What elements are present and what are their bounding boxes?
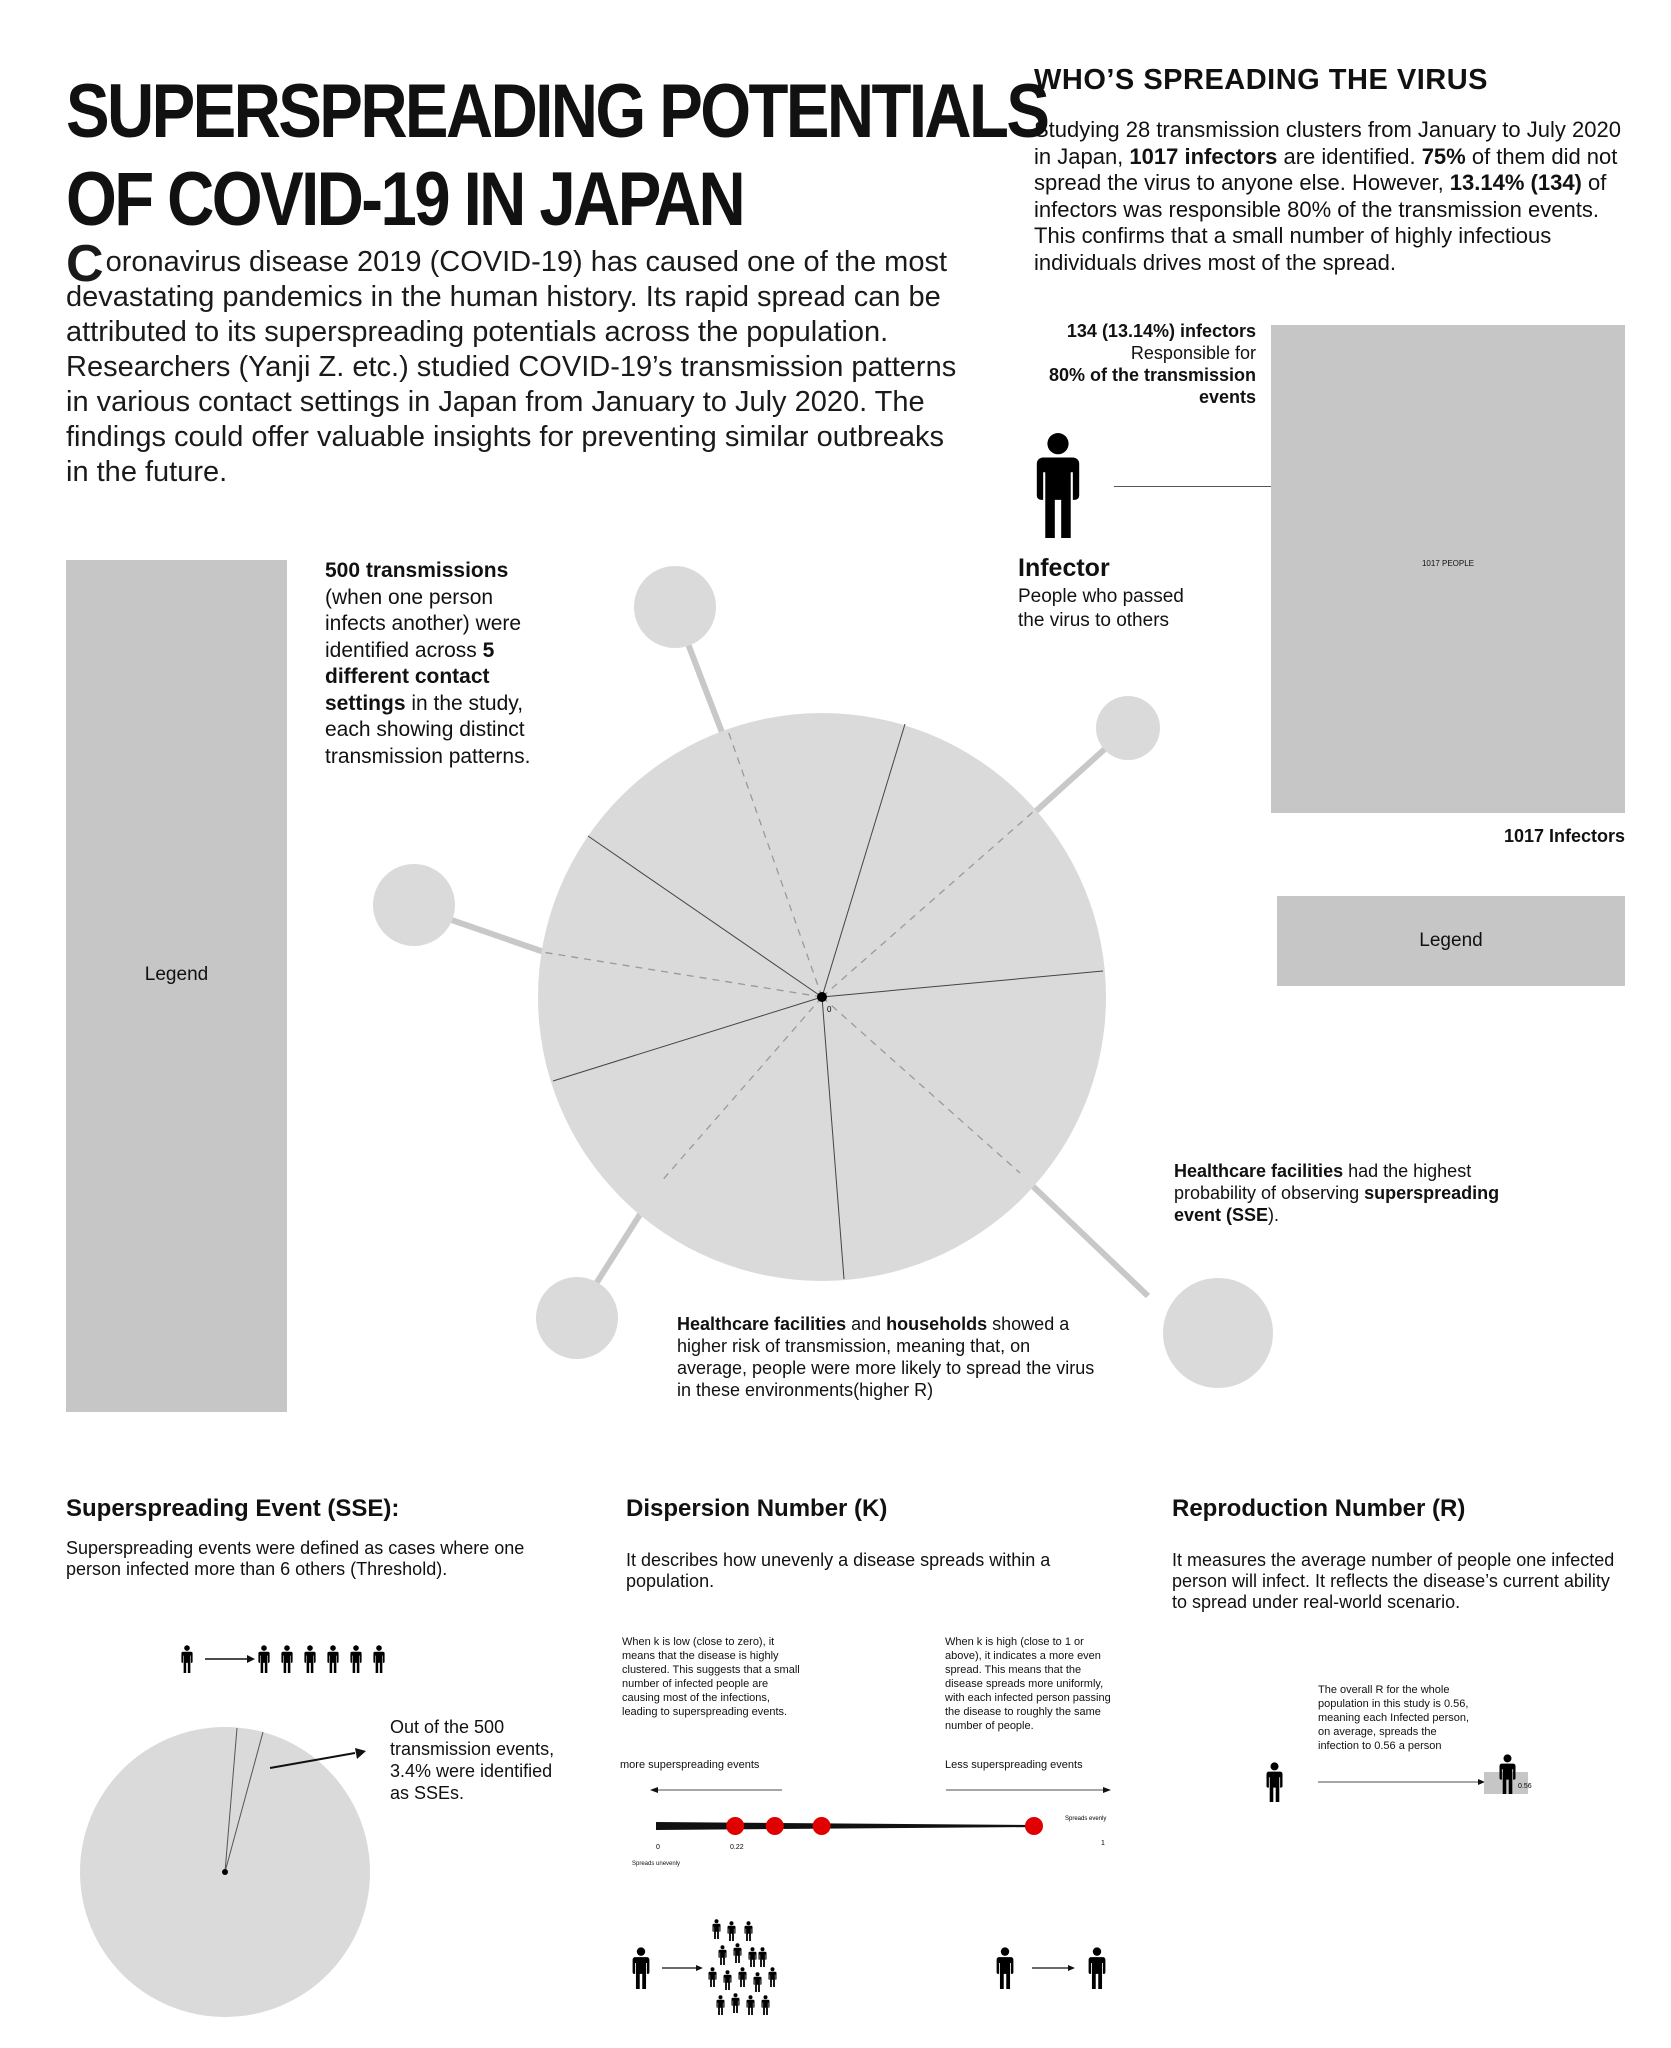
hh-bold-2: households bbox=[886, 1314, 988, 1334]
title-line-2: OF COVID-19 IN JAPAN bbox=[66, 157, 744, 242]
hc-text-2: ). bbox=[1268, 1205, 1280, 1225]
who-text-1: Studying 28 transmission clusters from January to July 2020 in Japan, bbox=[1034, 117, 1621, 169]
who-bold-2: 75% bbox=[1421, 143, 1466, 169]
center-label: 0 bbox=[827, 1005, 832, 1014]
less-sse-label: Less superspreading events bbox=[945, 1759, 1083, 1771]
intro-text: oronavirus disease 2019 (COVID-19) has caused one of the most devastating pandemics in the human history. Its rapid spread can be attributed to its superspreading potentials across the population. Researchers (Yanji Z. etc.) studied COVID-19’s transmission patterns in various contact settings in Japan from January to July 2020. The findings could offer valuable insights for preventing similar outbreaks in the future. bbox=[66, 246, 957, 488]
healthcare-note bbox=[1174, 1160, 1504, 1226]
spike-line-4 bbox=[1018, 1172, 1148, 1296]
transmissions-bold-2: 5 different contact settings bbox=[325, 638, 495, 715]
infectors-rect-label: 1017 PEOPLE bbox=[1421, 559, 1475, 568]
k-low-note: When k is low (close to zero), it means that the disease is highly clustered. This suggests that a small number of infected people are causing most of the infections, leading to superspreading events. bbox=[622, 1636, 800, 1718]
households-note bbox=[677, 1313, 1097, 1401]
note-bold-1: 134 (13.14%) infectors bbox=[1066, 321, 1256, 341]
sse-pie-center bbox=[222, 1869, 228, 1875]
hc-text-1: had the highest probability of observing bbox=[1174, 1161, 1472, 1203]
r-arrowhead bbox=[1478, 1779, 1485, 1785]
page-title bbox=[66, 68, 1048, 244]
sse-threshold-icons bbox=[175, 1640, 405, 1676]
infector-note bbox=[1030, 320, 1256, 408]
dispersion-description: It describes how unevenly a disease spreads within a population. bbox=[626, 1550, 1051, 1591]
who-text-3: of them did not spread the virus to anyone else. However, bbox=[1034, 143, 1618, 195]
center-dot bbox=[817, 992, 827, 1002]
tick-0: 0 bbox=[656, 1844, 660, 1851]
transmissions-text-1: (when one person infects another) were identified across bbox=[325, 585, 522, 662]
r-illustration bbox=[1262, 1752, 1542, 1812]
sse-pie bbox=[70, 1700, 390, 2040]
spreads-unevenly-label: Spreads unevenly bbox=[632, 1861, 681, 1867]
reproduction-heading: Reproduction Number (R) bbox=[1172, 1495, 1466, 1522]
r-infected-icon bbox=[1267, 1762, 1283, 1802]
k-marker-3 bbox=[813, 1817, 831, 1835]
even-spread-icons bbox=[990, 1945, 1120, 1995]
hh-bold-1: Healthcare facilities bbox=[677, 1314, 847, 1334]
tick-1: 1 bbox=[1101, 1840, 1105, 1847]
satellite-ball-1 bbox=[634, 566, 716, 648]
k-marker-1 bbox=[726, 1817, 744, 1835]
spreads-evenly-label: Spreads evenly bbox=[1065, 1816, 1107, 1822]
transmissions-bold-1: 500 transmissions bbox=[325, 559, 509, 582]
sse-pointer-arrow bbox=[355, 1748, 366, 1759]
k-scale bbox=[650, 1780, 1120, 1860]
reproduction-description: It measures the average number of people one infected person will infect. It reflects the disease’s current ability to spread under real-world scenario. bbox=[1172, 1550, 1615, 1612]
infectors-rectangle bbox=[1271, 325, 1625, 813]
hc-bold-2: superspreading event (SSE bbox=[1174, 1183, 1500, 1225]
k-high-note: When k is high (close to 1 or above), it indicates a more even spread. This means that the disease spreads more uniformly, with each infected person passing the disease to roughly the same number of people. bbox=[945, 1636, 1111, 1732]
title-line-1: SUPERSPREADING POTENTIALS bbox=[66, 69, 1048, 154]
intro-dropcap: C bbox=[66, 235, 104, 293]
r-note: The overall R for the whole population in this study is 0.56, meaning each Infected person, on average, spreads the infection to 0.56 a person bbox=[1318, 1684, 1470, 1752]
dispersion-heading: Dispersion Number (K) bbox=[626, 1495, 888, 1522]
less-arrowhead bbox=[1103, 1787, 1111, 1793]
k-marker-4 bbox=[1025, 1817, 1043, 1835]
note-bold-2: 80% of the transmission events bbox=[1048, 365, 1256, 407]
who-heading: WHO’S SPREADING THE VIRUS bbox=[1034, 64, 1488, 96]
who-text-2: are identified. bbox=[1277, 143, 1422, 169]
legend-right bbox=[1277, 896, 1625, 986]
satellite-ball-4 bbox=[1163, 1278, 1273, 1388]
legend-left-label: Legend bbox=[144, 964, 209, 985]
tick-022: 0.22 bbox=[730, 1844, 744, 1851]
clustered-spread-icons bbox=[628, 1915, 788, 2035]
sse-note: Out of the 500 transmission events, 3.4% were identified as SSEs. bbox=[390, 1717, 555, 1803]
who-paragraph bbox=[1034, 117, 1624, 276]
intro-paragraph bbox=[66, 235, 966, 490]
legend-left bbox=[66, 560, 287, 1412]
infector-label: Infector bbox=[1018, 554, 1110, 582]
transmission-diagram bbox=[370, 560, 1290, 1390]
sse-description: Superspreading events were defined as cases where one person infected more than 6 others (Threshold). bbox=[66, 1538, 525, 1579]
k-marker-2 bbox=[766, 1817, 784, 1835]
hh-text-1: and bbox=[846, 1314, 887, 1334]
infector-description: People who passed the virus to others bbox=[1018, 586, 1184, 631]
who-text-4: of infectors was responsible 80% of the transmission events. This confirms that a small number of highly infectious individuals drives most of the spread. bbox=[1034, 170, 1607, 275]
infector-person-icon bbox=[1032, 432, 1084, 538]
infectors-caption: 1017 Infectors bbox=[1503, 826, 1625, 846]
k-wedge-bar bbox=[656, 1822, 1040, 1830]
r-value-label: 0.56 bbox=[1518, 1783, 1532, 1790]
satellite-ball-5 bbox=[536, 1277, 618, 1359]
sse-heading: Superspreading Event (SSE): bbox=[66, 1495, 400, 1522]
more-arrowhead bbox=[650, 1787, 658, 1793]
who-bold-3: 13.14% (134) bbox=[1449, 170, 1582, 195]
satellite-ball-2 bbox=[1096, 696, 1160, 760]
hc-bold-1: Healthcare facilities bbox=[1174, 1161, 1344, 1181]
hh-text-2: showed a higher risk of transmission, meaning that, on average, people were more likely to spread the virus in these environments(higher R) bbox=[677, 1314, 1095, 1400]
note-mid: Responsible for bbox=[1130, 343, 1256, 363]
who-bold-1: 1017 infectors bbox=[1129, 143, 1278, 169]
legend-right-label: Legend bbox=[1419, 930, 1483, 951]
satellite-ball-3 bbox=[373, 864, 455, 946]
more-sse-label: more superspreading events bbox=[620, 1759, 760, 1771]
transmissions-text-2: in the study, each showing distinct transmission patterns. bbox=[325, 691, 531, 768]
